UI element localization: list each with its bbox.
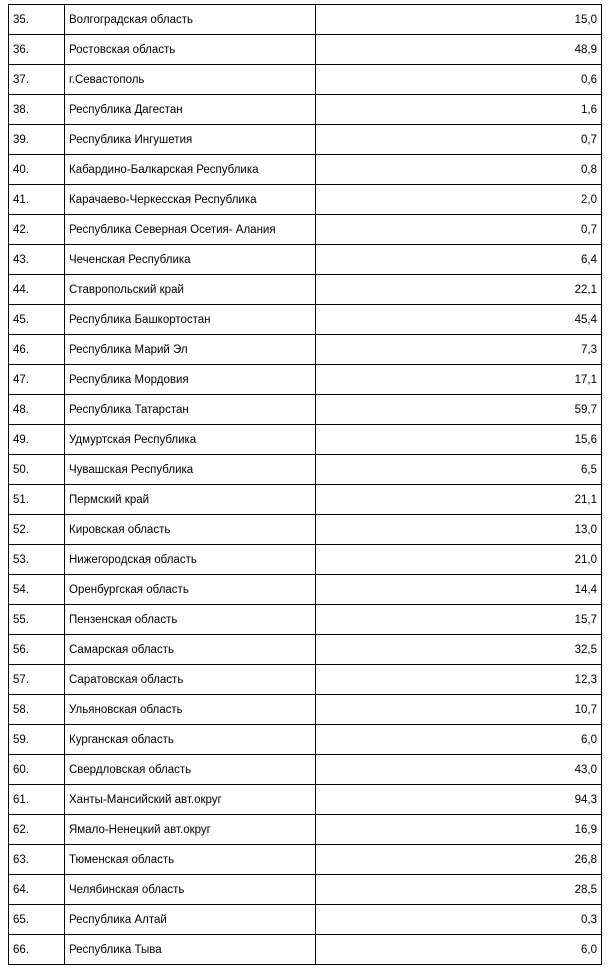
table-row	[9, 215, 602, 245]
row-number: 64.	[9, 875, 65, 905]
row-number: 63.	[9, 845, 65, 875]
table-row	[9, 575, 602, 605]
region-name: Республика Татарстан	[65, 395, 316, 425]
table-row	[9, 695, 602, 725]
region-value: 48,9	[316, 35, 602, 65]
table-body	[9, 5, 602, 965]
row-number: 43.	[9, 245, 65, 275]
region-value: 15,7	[316, 605, 602, 635]
table-row	[9, 635, 602, 665]
row-number: 37.	[9, 65, 65, 95]
region-value: 1,6	[316, 95, 602, 125]
region-name: Ульяновская область	[65, 695, 316, 725]
row-number: 66.	[9, 935, 65, 965]
region-name: Республика Алтай	[65, 905, 316, 935]
region-value: 0,7	[316, 215, 602, 245]
region-value: 2,0	[316, 185, 602, 215]
region-name: Республика Дагестан	[65, 95, 316, 125]
row-number: 60.	[9, 755, 65, 785]
table-row	[9, 365, 602, 395]
region-value: 0,3	[316, 905, 602, 935]
row-number: 44.	[9, 275, 65, 305]
table-row	[9, 755, 602, 785]
region-value: 26,8	[316, 845, 602, 875]
region-value: 21,1	[316, 485, 602, 515]
table-row	[9, 275, 602, 305]
row-number: 48.	[9, 395, 65, 425]
table-row	[9, 65, 602, 95]
region-value: 6,0	[316, 935, 602, 965]
region-name: Чеченская Республика	[65, 245, 316, 275]
region-name: Самарская область	[65, 635, 316, 665]
region-value: 15,6	[316, 425, 602, 455]
table-row	[9, 605, 602, 635]
region-name: Челябинская область	[65, 875, 316, 905]
region-value: 13,0	[316, 515, 602, 545]
region-name: Волгоградская область	[65, 5, 316, 35]
row-number: 57.	[9, 665, 65, 695]
table-row	[9, 185, 602, 215]
row-number: 52.	[9, 515, 65, 545]
region-name: г.Севастополь	[65, 65, 316, 95]
table-row	[9, 515, 602, 545]
region-value: 15,0	[316, 5, 602, 35]
table-row	[9, 455, 602, 485]
region-name: Пермский край	[65, 485, 316, 515]
region-name: Кировская область	[65, 515, 316, 545]
table-row	[9, 245, 602, 275]
row-number: 55.	[9, 605, 65, 635]
table-row	[9, 335, 602, 365]
region-name: Саратовская область	[65, 665, 316, 695]
region-value: 16,9	[316, 815, 602, 845]
row-number: 62.	[9, 815, 65, 845]
table-row	[9, 425, 602, 455]
row-number: 39.	[9, 125, 65, 155]
region-value: 6,5	[316, 455, 602, 485]
region-name: Республика Северная Осетия- Алания	[65, 215, 316, 245]
table-row	[9, 35, 602, 65]
row-number: 56.	[9, 635, 65, 665]
region-name: Ростовская область	[65, 35, 316, 65]
region-name: Республика Марий Эл	[65, 335, 316, 365]
table-row	[9, 815, 602, 845]
row-number: 61.	[9, 785, 65, 815]
table-row	[9, 125, 602, 155]
region-name: Ханты-Мансийский авт.округ	[65, 785, 316, 815]
region-name: Тюменская область	[65, 845, 316, 875]
region-value: 43,0	[316, 755, 602, 785]
table-row	[9, 725, 602, 755]
row-number: 35.	[9, 5, 65, 35]
row-number: 54.	[9, 575, 65, 605]
table-row	[9, 485, 602, 515]
region-value: 32,5	[316, 635, 602, 665]
region-value: 0,6	[316, 65, 602, 95]
region-name: Республика Тыва	[65, 935, 316, 965]
region-data-table	[8, 4, 602, 965]
table-row	[9, 395, 602, 425]
region-name: Республика Ингушетия	[65, 125, 316, 155]
region-value: 6,4	[316, 245, 602, 275]
region-name: Курганская область	[65, 725, 316, 755]
row-number: 47.	[9, 365, 65, 395]
table-row	[9, 905, 602, 935]
row-number: 58.	[9, 695, 65, 725]
region-name: Кабардино-Балкарская Республика	[65, 155, 316, 185]
row-number: 38.	[9, 95, 65, 125]
row-number: 45.	[9, 305, 65, 335]
table-row	[9, 5, 602, 35]
region-name: Республика Башкортостан	[65, 305, 316, 335]
region-name: Ямало-Ненецкий авт.округ	[65, 815, 316, 845]
row-number: 49.	[9, 425, 65, 455]
row-number: 53.	[9, 545, 65, 575]
region-name: Оренбургская область	[65, 575, 316, 605]
region-name: Ставропольский край	[65, 275, 316, 305]
table-row	[9, 845, 602, 875]
row-number: 41.	[9, 185, 65, 215]
row-number: 40.	[9, 155, 65, 185]
region-value: 0,7	[316, 125, 602, 155]
table-row	[9, 665, 602, 695]
region-value: 17,1	[316, 365, 602, 395]
region-name: Карачаево-Черкесская Республика	[65, 185, 316, 215]
row-number: 59.	[9, 725, 65, 755]
region-value: 59,7	[316, 395, 602, 425]
region-value: 7,3	[316, 335, 602, 365]
region-value: 12,3	[316, 665, 602, 695]
table-row	[9, 785, 602, 815]
table-row	[9, 305, 602, 335]
region-value: 14,4	[316, 575, 602, 605]
table-row	[9, 935, 602, 965]
region-value: 94,3	[316, 785, 602, 815]
region-value: 45,4	[316, 305, 602, 335]
table-row	[9, 875, 602, 905]
row-number: 36.	[9, 35, 65, 65]
row-number: 50.	[9, 455, 65, 485]
region-name: Нижегородская область	[65, 545, 316, 575]
region-value: 6,0	[316, 725, 602, 755]
region-value: 28,5	[316, 875, 602, 905]
region-value: 22,1	[316, 275, 602, 305]
region-value: 21,0	[316, 545, 602, 575]
region-name: Пензенская область	[65, 605, 316, 635]
row-number: 65.	[9, 905, 65, 935]
region-value: 10,7	[316, 695, 602, 725]
region-name: Удмуртская Республика	[65, 425, 316, 455]
table-row	[9, 545, 602, 575]
table-row	[9, 95, 602, 125]
table-row	[9, 155, 602, 185]
region-value: 0,8	[316, 155, 602, 185]
row-number: 51.	[9, 485, 65, 515]
row-number: 46.	[9, 335, 65, 365]
region-name: Свердловская область	[65, 755, 316, 785]
region-name: Республика Мордовия	[65, 365, 316, 395]
row-number: 42.	[9, 215, 65, 245]
region-name: Чувашская Республика	[65, 455, 316, 485]
